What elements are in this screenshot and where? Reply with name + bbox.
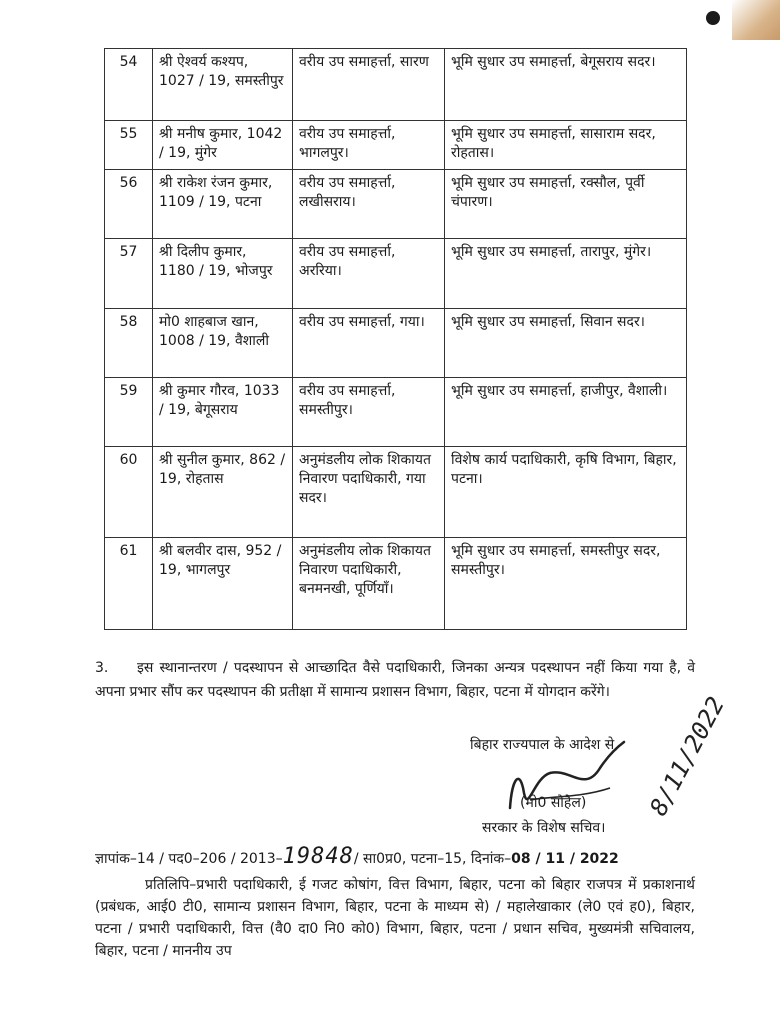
new-posting: भूमि सुधार उप समाहर्त्ता, समस्तीपुर सदर, समस्तीपुर। <box>445 538 687 630</box>
page-edge-shadow <box>732 0 780 40</box>
serial-number: 55 <box>105 121 153 170</box>
current-posting: वरीय उप समाहर्त्ता, भागलपुर। <box>293 121 445 170</box>
officer-name: श्री बलवीर दास, 952 / 19, भागलपुर <box>153 538 293 630</box>
new-posting: भूमि सुधार उप समाहर्त्ता, सासाराम सदर, रोहतास। <box>445 121 687 170</box>
table-row <box>105 49 687 121</box>
camera-dot <box>706 11 720 25</box>
memo-handwritten-number: 19848 <box>282 844 354 869</box>
current-posting: वरीय उप समाहर्त्ता, समस्तीपुर। <box>293 378 445 447</box>
table-row <box>105 239 687 309</box>
current-posting: अनुमंडलीय लोक शिकायत निवारण पदाधिकारी, गया सदर। <box>293 447 445 538</box>
new-posting: भूमि सुधार उप समाहर्त्ता, बेगूसराय सदर। <box>445 49 687 121</box>
officer-name: श्री दिलीप कुमार, 1180 / 19, भोजपुर <box>153 239 293 309</box>
current-posting: वरीय उप समाहर्त्ता, गया। <box>293 309 445 378</box>
serial-number: 57 <box>105 239 153 309</box>
memo-suffix: / सा0प्र0, पटना–15, दिनांक– <box>353 851 512 867</box>
officer-name: श्री कुमार गौरव, 1033 / 19, बेगूसराय <box>153 378 293 447</box>
current-posting: अनुमंडलीय लोक शिकायत निवारण पदाधिकारी, बनमनखी, पूर्णियाँ। <box>293 538 445 630</box>
table-row <box>105 309 687 378</box>
officer-name: श्री ऐश्वर्य कश्यप, 1027 / 19, समस्तीपुर <box>153 49 293 121</box>
paragraph-3 <box>95 656 695 704</box>
signatory-name: (मो0 सोहैल) <box>520 795 587 811</box>
serial-number: 60 <box>105 447 153 538</box>
officer-name: मो0 शाहबाज खान, 1008 / 19, वैशाली <box>153 309 293 378</box>
officer-name: श्री सुनील कुमार, 862 / 19, रोहतास <box>153 447 293 538</box>
current-posting: वरीय उप समाहर्त्ता, अररिया। <box>293 239 445 309</box>
memo-prefix: ज्ञापांक–14 / पद0–206 / 2013– <box>95 851 283 867</box>
new-posting: भूमि सुधार उप समाहर्त्ता, तारापुर, मुंगेर। <box>445 239 687 309</box>
serial-number: 61 <box>105 538 153 630</box>
transfer-table <box>104 48 687 630</box>
new-posting: विशेष कार्य पदाधिकारी, कृषि विभाग, बिहार, पटना। <box>445 447 687 538</box>
table-row <box>105 447 687 538</box>
memo-line <box>95 846 695 870</box>
table-row <box>105 378 687 447</box>
table-row <box>105 538 687 630</box>
handwritten-signature-icon <box>490 692 731 828</box>
serial-number: 56 <box>105 170 153 239</box>
paragraph-text: इस स्थानान्तरण / पदस्थापन से आच्छादित वैसे पदाधिकारी, जिनका अन्यत्र पदस्थापन नहीं किया गया है, वे अपना प्रभार सौंप कर पदस्थापन की प्रतीक्षा में सामान्य प्रशासन विभाग, बिहार, पटना में योगदान करेंगे। <box>95 660 695 700</box>
memo-date: 08 / 11 / 2022 <box>511 851 619 867</box>
serial-number: 54 <box>105 49 153 121</box>
current-posting: वरीय उप समाहर्त्ता, सारण <box>293 49 445 121</box>
new-posting: भूमि सुधार उप समाहर्त्ता, सिवान सदर। <box>445 309 687 378</box>
new-posting: भूमि सुधार उप समाहर्त्ता, हाजीपुर, वैशाली। <box>445 378 687 447</box>
serial-number: 59 <box>105 378 153 447</box>
paragraph-number: 3. <box>95 660 109 676</box>
officer-name: श्री राकेश रंजन कुमार, 1109 / 19, पटना <box>153 170 293 239</box>
new-posting: भूमि सुधार उप समाहर्त्ता, रक्सौल, पूर्वी चंपारण। <box>445 170 687 239</box>
serial-number: 58 <box>105 309 153 378</box>
handwritten-date: 8/11/2022 <box>644 692 731 821</box>
current-posting: वरीय उप समाहर्त्ता, लखीसराय। <box>293 170 445 239</box>
table-row <box>105 170 687 239</box>
table-row <box>105 121 687 170</box>
copy-to-paragraph: प्रतिलिपि–प्रभारी पदाधिकारी, ई गजट कोषांग, वित्त विभाग, बिहार, पटना को बिहार राजपत्र में प्रकाशनार्थ (प्रबंधक, आई0 टी0, सामान्य प्रशासन विभाग, बिहार, पटना के माध्यम से) / महालेखाकार (ले0 एवं ह0), बिहार, पटना / प्रभारी पदाधिकारी, वित्त (वै0 दा0 नि0 को0) विभाग, बिहार, पटना / प्रधान सचिव, मुख्यमंत्री सचिवालय, बिहार, पटना / माननीय उप <box>95 877 695 959</box>
officer-name: श्री मनीष कुमार, 1042 / 19, मुंगेर <box>153 121 293 170</box>
order-line: बिहार राज्यपाल के आदेश से, <box>470 737 619 753</box>
signatory-designation: सरकार के विशेष सचिव। <box>482 820 606 836</box>
